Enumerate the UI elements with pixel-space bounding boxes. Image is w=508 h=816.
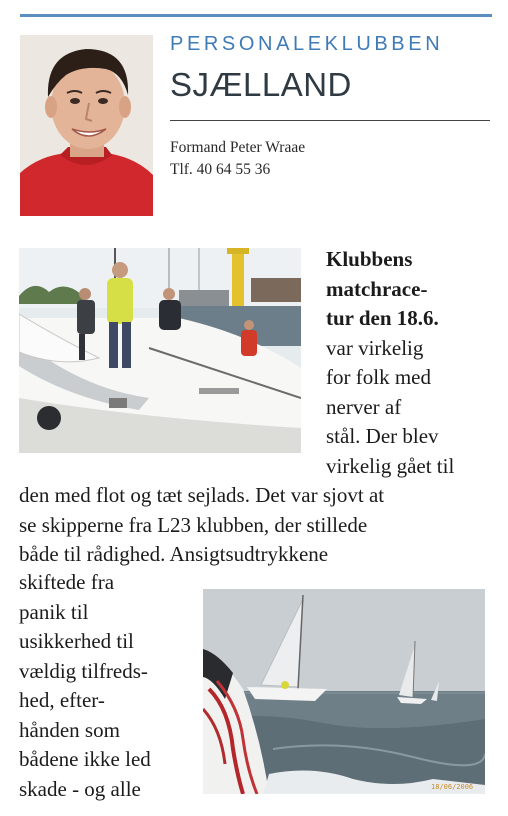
article-line: hed, efter- [19, 688, 105, 712]
article-heading-line: tur den 18.6. [326, 306, 439, 330]
section-title: SJÆLLAND [170, 66, 352, 103]
article-line: for folk med [326, 365, 431, 389]
article-line: virkelig gået til [326, 453, 455, 478]
article-line: nerver af [326, 394, 402, 419]
article-line: var virkelig [326, 335, 424, 360]
article-right-column [326, 245, 454, 481]
portrait-photo [20, 35, 153, 216]
article-line: panik til [19, 599, 89, 624]
article-line: usikkerhed til [19, 629, 134, 653]
harbour-boat-photo [19, 248, 301, 453]
article-line: skiftede fra [19, 570, 115, 594]
article-line: bådene ikke led [19, 747, 151, 771]
top-rule [20, 14, 492, 17]
article-line: se skipperne fra L23 klubben, der stillede [19, 512, 368, 537]
article-line: både til rådighed. Ansigtsudtrykkene [19, 542, 329, 566]
sailing-race-photo [203, 589, 485, 794]
article-left-column [19, 568, 151, 804]
article-line: skade - og alle [19, 776, 141, 801]
date-stamp: 18/06/2006 [431, 783, 474, 791]
contact-block [170, 137, 305, 181]
contact-chairman: Formand Peter Wraae [170, 139, 306, 156]
article-heading-line: matchrace- [326, 276, 428, 301]
header-divider [170, 120, 490, 121]
article-line: hånden som [19, 717, 120, 742]
article-line: stål. Der blev [326, 424, 439, 448]
article-heading-line: Klubbens [326, 247, 413, 271]
article-full-width [19, 481, 384, 570]
article-line: vældig tilfreds- [19, 658, 148, 683]
section-label: PERSONALEKLUBBEN [170, 33, 444, 55]
contact-phone: Tlf. 40 64 55 36 [170, 161, 271, 178]
article-line: den med flot og tæt sejlads. Det var sjovt at [19, 483, 385, 507]
